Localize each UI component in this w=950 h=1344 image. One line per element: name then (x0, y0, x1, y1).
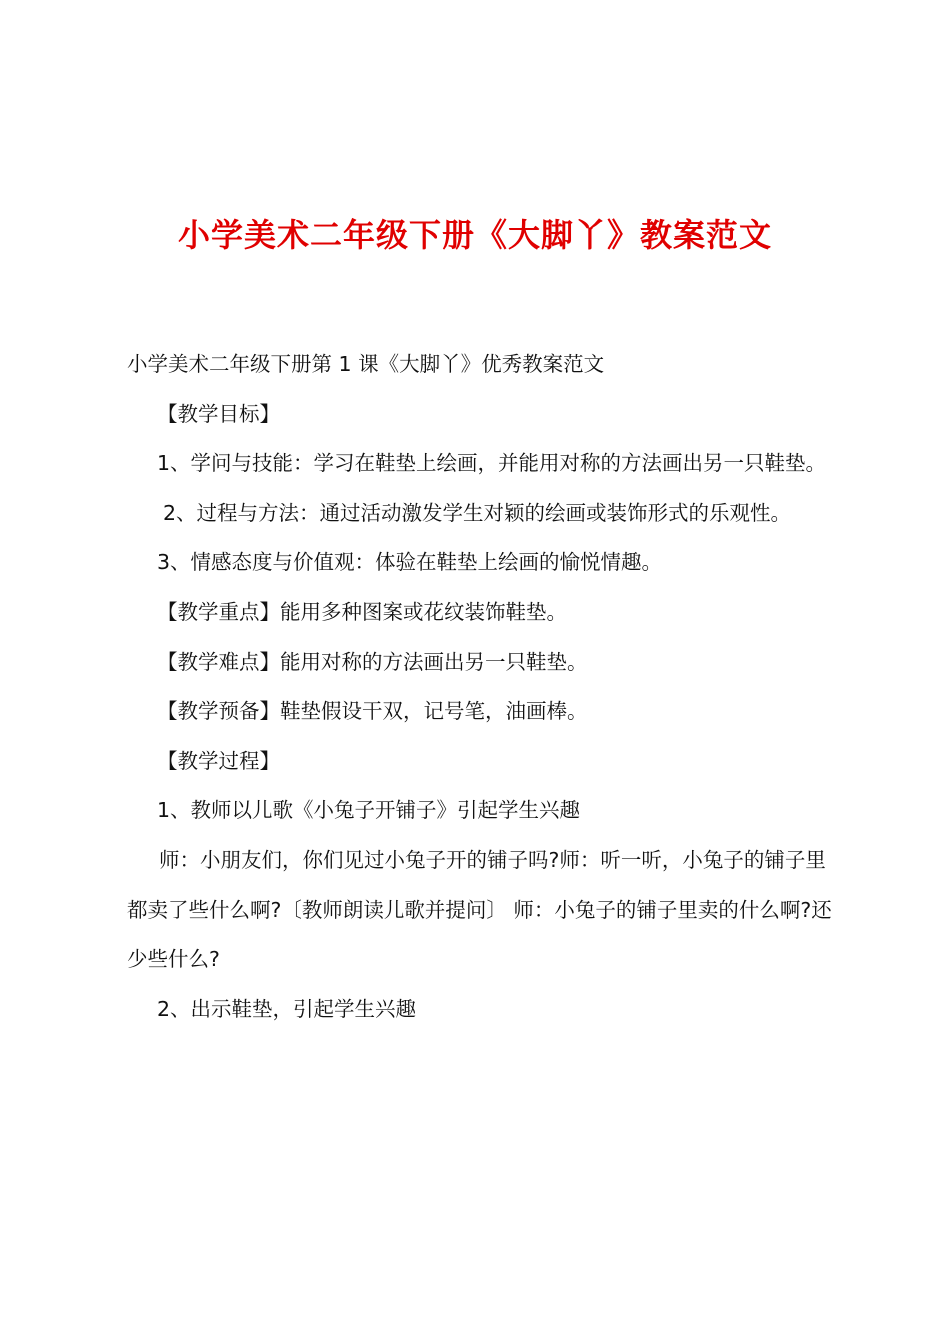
paragraph-key-point: 【教学重点】能用多种图案或花纹装饰鞋垫。 (157, 599, 567, 624)
paragraph-dialogue: 师：小朋友们，你们见过小兔子开的铺子吗?师：听一听，小兔子的铺子里都卖了些什么啊?〔教师朗读儿歌并提问〕 师：小兔子的铺子里卖的什么啊?还少些什么? (127, 847, 832, 972)
paragraph-subtitle: 小学美术二年级下册第 1 课《大脚丫》优秀教案范文 (127, 352, 605, 376)
paragraph-process-heading: 【教学过程】 (157, 748, 280, 773)
paragraph-step-2: 2、出示鞋垫，引起学生兴趣 (157, 996, 417, 1021)
paragraph-objective-3: 3、情感态度与价值观：体验在鞋垫上绘画的愉悦情趣。 (157, 550, 663, 575)
paragraph-objectives-heading: 【教学目标】 (157, 401, 280, 426)
paragraph-difficulty: 【教学难点】能用对称的方法画出另一只鞋垫。 (157, 649, 588, 674)
paragraph-objective-2: 2、过程与方法：通过活动激发学生对颖的绘画或装饰形式的乐观性。 (163, 500, 792, 525)
paragraph-objective-1: 1、学问与技能：学习在鞋垫上绘画，并能用对称的方法画出另一只鞋垫。 (157, 451, 827, 476)
paragraph-preparation: 【教学预备】鞋垫假设干双，记号笔，油画棒。 (157, 699, 588, 724)
paragraph-step-1: 1、教师以儿歌《小兔子开铺子》引起学生兴趣 (157, 798, 581, 823)
document-body (127, 340, 833, 1034)
document-title: 小学美术二年级下册《大脚丫》教案范文 (177, 216, 772, 254)
